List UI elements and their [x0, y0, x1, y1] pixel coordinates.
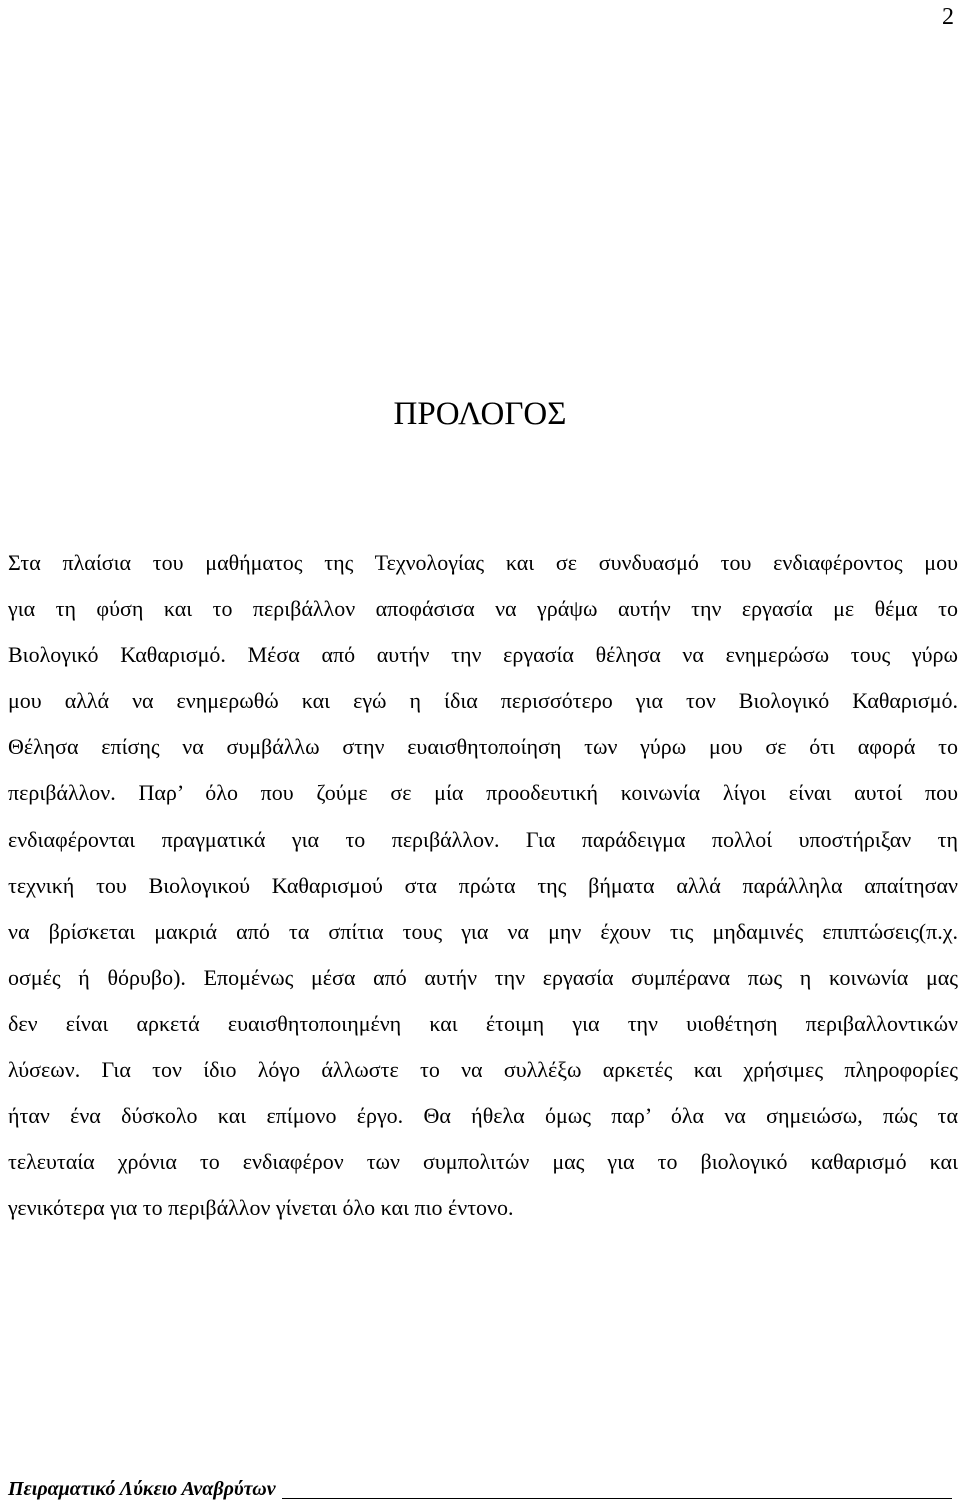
paragraph-line: περιβάλλον. Παρ’ όλο που ζούμε σε μία προοδευτική κοινωνία λίγοι είναι αυτοί που — [8, 780, 958, 806]
page-number: 2 — [942, 4, 954, 30]
paragraph-line: γενικότερα για το περιβάλλον γίνεται όλο και πιο έντονο. — [8, 1195, 514, 1221]
paragraph-line: μου αλλά να ενημερωθώ και εγώ η ίδια περισσότερο για τον Βιολογικό Καθαρισμό. — [8, 688, 958, 714]
paragraph-line: λύσεων. Για τον ίδιο λόγο άλλωστε το να συλλέξω αρκετές και χρήσιμες πληροφορίες — [8, 1057, 958, 1083]
paragraph-line: Στα πλαίσια του μαθήματος της Τεχνολογίας και σε συνδυασμό του ενδιαφέροντος μου — [8, 550, 958, 575]
paragraph-line: για τη φύση και το περιβάλλον αποφάσισα να γράψω αυτήν την εργασία με θέμα το — [8, 596, 958, 622]
paragraph-line: τελευταία χρόνια το ενδιαφέρον των συμπολιτών μας για το βιολογικό καθαρισμό και — [8, 1149, 958, 1175]
paragraph-line: οσμές ή θόρυβο). Επομένως μέσα από αυτήν την εργασία συμπέρανα πως η κοινωνία μας — [8, 964, 958, 990]
page-footer — [8, 1474, 952, 1502]
prologue-paragraph — [8, 540, 958, 1231]
page-title: ΠΡΟΛΟΓΟΣ — [393, 396, 567, 432]
paragraph-line: ενδιαφέρονται πραγματικά για το περιβάλλον. Για παράδειγμα πολλοί υποστήριξαν τη — [8, 826, 958, 852]
paragraph-line: Βιολογικό Καθαρισμό. Μέσα από αυτήν την εργασία θέλησα να ενημερώσω τους γύρω — [8, 642, 958, 668]
footer-school-name: Πειραματικό Λύκειο Αναβρύτων — [8, 1478, 276, 1500]
footer-rule — [282, 1498, 952, 1499]
paragraph-line: ήταν ένα δύσκολο και επίμονο έργο. Θα ήθελα όμως παρ’ όλα να σημειώσω, πώς τα — [8, 1103, 958, 1129]
paragraph-line: να βρίσκεται μακριά από τα σπίτια τους για να μην έχουν τις μηδαμινές επιπτώσεις(π.χ. — [8, 918, 958, 944]
paragraph-line: Θέλησα επίσης να συμβάλλω στην ευαισθητοποίηση των γύρω μου σε ότι αφορά το — [8, 734, 958, 760]
paragraph-line: δεν είναι αρκετά ευαισθητοποιημένη και έτοιμη για την υιοθέτηση περιβαλλοντικών — [8, 1010, 958, 1036]
paragraph-line: τεχνική του Βιολογικού Καθαρισμού στα πρώτα της βήματα αλλά παράλληλα απαίτησαν — [8, 872, 958, 898]
